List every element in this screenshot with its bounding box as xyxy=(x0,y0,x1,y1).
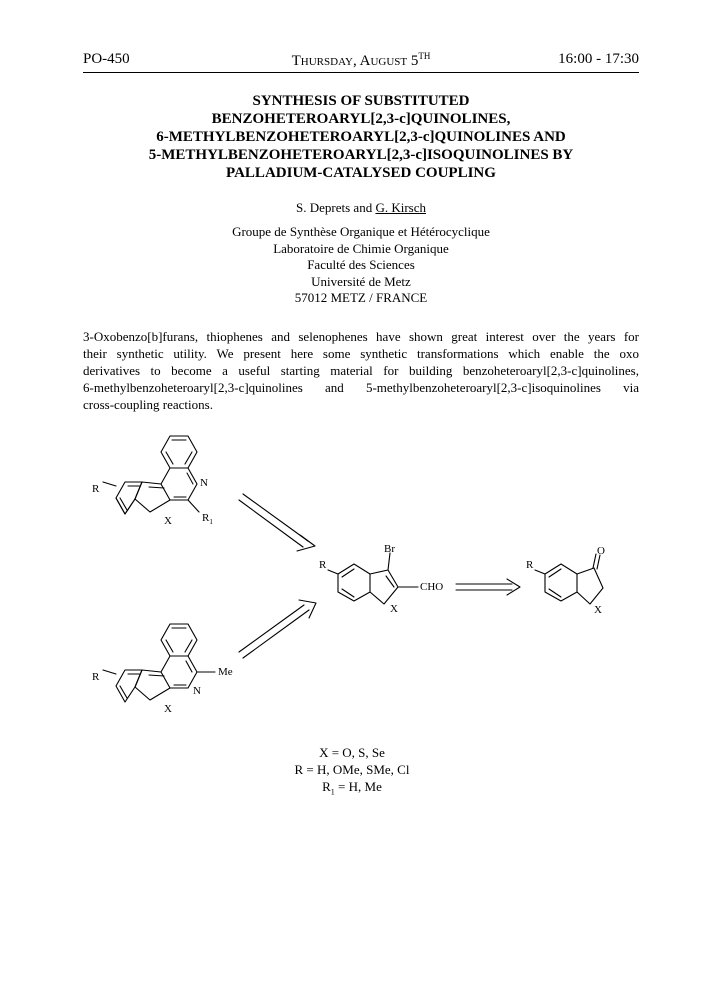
label-R: R xyxy=(319,559,327,571)
author-first: S. Deprets xyxy=(296,200,351,215)
label-X: X xyxy=(164,515,172,527)
authors xyxy=(83,200,639,216)
retro-arrow-upper xyxy=(239,494,315,551)
affiliation-line: Laboratoire de Chimie Organique xyxy=(273,240,449,256)
abstract xyxy=(83,328,639,413)
label-R1: $R_1$ xyxy=(202,512,213,527)
label-O: O xyxy=(597,545,605,557)
poster-code: PO-450 xyxy=(83,51,130,67)
label-R: R xyxy=(526,559,534,571)
title-line: PALLADIUM-CATALYSED COUPLING xyxy=(226,165,496,181)
reaction-scheme xyxy=(0,420,704,750)
title-line: SYNTHESIS OF SUBSTITUTED xyxy=(252,93,470,109)
label-X: X xyxy=(390,603,398,615)
scheme-drawing xyxy=(0,420,704,750)
abstract-line: derivatives to become a useful starting material for building benzoheteroaryl[2,3-c]quinolines, xyxy=(83,363,639,378)
label-CHO: CHO xyxy=(420,581,444,593)
label-X: X xyxy=(164,703,172,715)
abstract-line: 3-Oxobenzo[b]furans, thiophenes and selenophenes have shown great interest over the years for xyxy=(83,329,639,344)
page-header xyxy=(83,50,639,73)
abstract-line: 6-methylbenzoheteroaryl[2,3-c]quinolines and 5-methylbenzoheteroaryl[2,3-c]isoquinolines via xyxy=(83,380,639,395)
session-day: Thursday, August 5TH xyxy=(291,51,431,69)
affiliation-line: Université de Metz xyxy=(311,273,411,289)
affiliation xyxy=(83,224,639,307)
affiliation-line: 57012 METZ / FRANCE xyxy=(294,290,428,305)
substituent-legend xyxy=(0,744,704,801)
author-presenting: G. Kirsch xyxy=(375,200,426,215)
paper-title xyxy=(83,92,639,182)
session-time: 16:00 - 17:30 xyxy=(558,51,639,67)
abstract-line: cross-coupling reactions. xyxy=(83,397,213,412)
legend-r: R = H, OMe, SMe, Cl xyxy=(294,762,410,777)
title-line: 5-METHYLBENZOHETEROARYL[2,3-c]ISOQUINOLINES BY xyxy=(148,147,574,163)
legend-x: X = O, S, Se xyxy=(319,745,385,760)
retro-arrow-lower xyxy=(239,600,316,658)
affiliation-line: Groupe de Synthèse Organique et Hétérocyclique xyxy=(232,224,490,239)
author-joiner: and xyxy=(350,200,376,215)
label-Me: Me xyxy=(218,666,233,678)
quinoline-product-structure xyxy=(103,436,199,514)
label-Br: Br xyxy=(384,543,395,555)
legend-r1: $R_1 = H$, Me xyxy=(322,779,382,797)
label-N: N xyxy=(193,685,201,697)
label-R: R xyxy=(92,483,100,495)
affiliation-line: Faculté des Sciences xyxy=(307,257,415,272)
oxo-starting-material-structure xyxy=(535,554,603,604)
label-R: R xyxy=(92,671,100,683)
title-line: BENZOHETEROARYL[2,3-c]QUINOLINES, xyxy=(211,111,511,127)
bromo-aldehyde-structure xyxy=(328,553,418,604)
label-N: N xyxy=(200,477,208,489)
label-X: X xyxy=(594,604,602,616)
retro-arrow-right xyxy=(456,579,520,595)
abstract-line: their synthetic utility. We present here some synthetic transformations which enable the oxo xyxy=(83,346,639,361)
title-line: 6-METHYLBENZOHETEROARYL[2,3-c]QUINOLINES AND xyxy=(156,129,566,145)
